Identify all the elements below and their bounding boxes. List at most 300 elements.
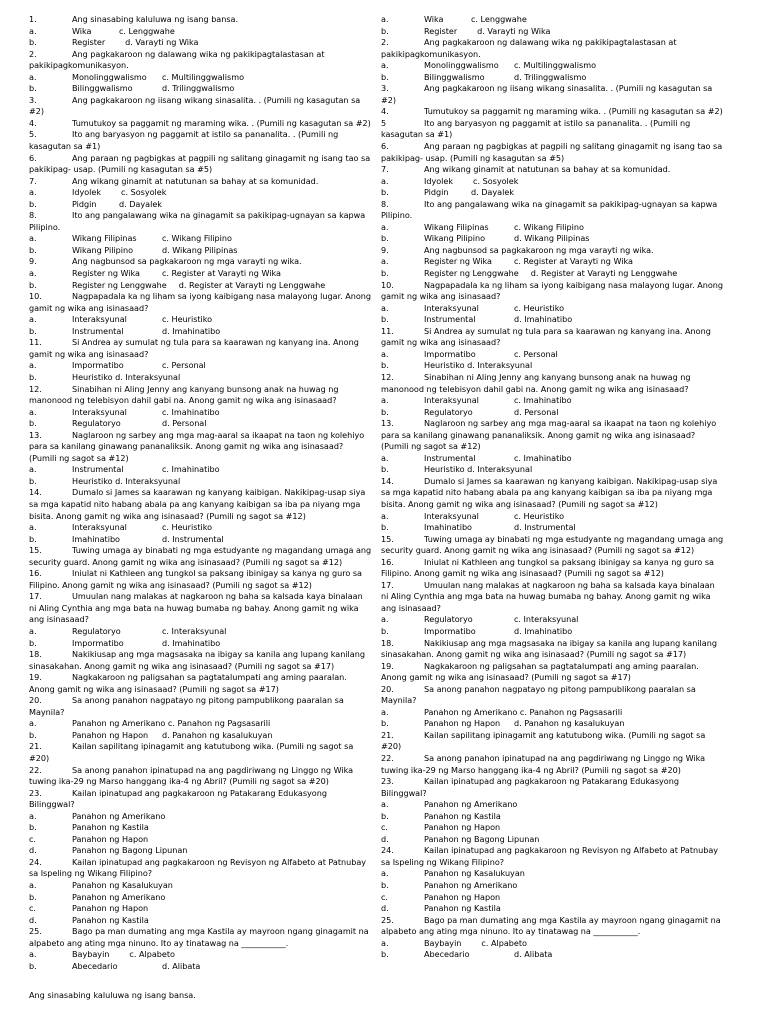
quiz-line (29, 788, 381, 800)
question-text: Kailan sapilitang ipinagamit ang katutubong wika. (Pumili ng sagot sa (72, 741, 354, 752)
choice-letter: a. (29, 268, 37, 279)
quiz-line (29, 176, 381, 188)
question-number: 2. (29, 48, 37, 59)
question-text: Ang sinasabing kaluluwa ng isang bansa. (72, 14, 239, 24)
quiz-line (29, 834, 381, 846)
continuation-text: gamit ng wika ang isinasaad? (29, 348, 149, 359)
continuation-text: Filipino. Anong gamit ng wika ang isinasaad? (Pumili ng sagot sa #12) (29, 579, 312, 590)
choice-text-secondary: d. Dayalek (119, 198, 162, 209)
question-text: Kailan ipinatupad ang pagkakaroon ng Revisyon ng Alfabeto at Patnubay (424, 845, 719, 856)
question-number: 9. (381, 244, 389, 255)
question-text: Naglaroon ng sarbey ang mga mag-aaral sa ikaapat na taon ng kolehiyo (72, 429, 365, 440)
quiz-line (29, 672, 381, 684)
quiz-line (29, 314, 381, 326)
choice-text-secondary: d. Dayalek (471, 187, 514, 198)
quiz-line (29, 187, 381, 199)
question-number: 12. (381, 371, 394, 382)
choice-text-secondary: d. Personal (162, 418, 207, 429)
choice-letter: a. (381, 256, 389, 267)
quiz-line (29, 453, 381, 465)
choice-text-secondary: c. Interaksyunal (162, 625, 227, 636)
quiz-line (381, 522, 733, 534)
choice-text-secondary: d. Alibata (162, 960, 201, 971)
question-text: Iniulat ni Kathleen ang tungkol sa paksang ibinigay sa kanya ng guro sa (72, 568, 362, 579)
choice-letter: a. (29, 25, 37, 36)
continuation-text: pakikipag- usap. (Pumili ng kasagutan sa #5) (29, 164, 213, 175)
quiz-line (29, 372, 381, 384)
footer-text: Ang sinasabing kaluluwa ng isang bansa. (29, 990, 196, 1000)
quiz-line (381, 326, 733, 338)
choice-letter: b. (381, 25, 389, 36)
question-number: 22. (381, 753, 394, 763)
choice-letter: b. (29, 637, 37, 648)
choice-letter: a. (381, 302, 389, 313)
question-number: 18. (381, 637, 394, 648)
continuation-text: gamit ng wika ang isinasaad? (29, 302, 149, 313)
quiz-line (381, 176, 733, 188)
quiz-line (381, 26, 733, 38)
quiz-line (29, 210, 381, 222)
quiz-line (381, 199, 733, 211)
continuation-text: gamit ng wika ang isinasaad? (381, 337, 501, 348)
choice-letter: a. (29, 880, 37, 891)
continuation-text: kasagutan sa #1) (29, 141, 101, 152)
question-text: Nagkakaroon ng paligsahan sa pagtatalumpati ang aming paaralan. (424, 660, 699, 671)
choice-letter: d. (29, 845, 37, 856)
choice-text-secondary: c. Sosyolek (121, 187, 167, 198)
question-text: Bago pa man dumating ang mga Kastila ay mayroon ngang ginagamit na (424, 914, 721, 925)
choice-letter: c. (381, 822, 388, 833)
quiz-line (381, 49, 733, 61)
choice-letter: b. (29, 325, 37, 336)
question-text: Ang nagbunsod sa pagkakaroon ng mga varayti ng wika. (72, 256, 302, 267)
question-number: 7. (29, 175, 37, 186)
quiz-line (381, 684, 733, 696)
quiz-line (381, 14, 733, 26)
choice-letter: a. (381, 510, 389, 521)
continuation-text: #20) (381, 741, 402, 752)
quiz-line (381, 72, 733, 84)
choice-text-secondary: d. Imahinatibo (514, 314, 573, 325)
quiz-line (381, 892, 733, 904)
choice-text: Panahon ng Hapon (72, 903, 149, 914)
choice-text-secondary: d. Alibata (514, 949, 553, 960)
choice-letter: b. (29, 475, 37, 486)
question-number: 12. (29, 383, 42, 394)
choice-text-secondary: c. Lenggwahe (471, 14, 527, 24)
choice-text-secondary: c. Heuristiko (514, 302, 565, 313)
question-text: Nakikiusap ang mga magsasaka na ibigay sa kanila ang lupang kanilang (424, 637, 717, 648)
choice-letter: a. (381, 706, 389, 717)
question-text: Tuwing umaga ay binabati ng mga estudyante ng magandang umaga ang (72, 545, 372, 556)
continuation-text: manonood ng telebisyon dahil gabi na. Anong gamit ng wika ang isinasaad? (29, 395, 337, 406)
quiz-line (29, 626, 381, 638)
choice-letter: a. (381, 221, 389, 232)
quiz-line (29, 407, 381, 419)
choice-letter: a. (381, 452, 389, 463)
quiz-line (29, 961, 381, 973)
choice-text: Monolinggwalismo (424, 60, 499, 71)
question-number: 4. (29, 117, 37, 128)
question-number: 8. (381, 198, 389, 209)
choice-text: Register ng Lenggwahe (72, 279, 167, 290)
quiz-line (381, 915, 733, 927)
quiz-line (29, 765, 381, 777)
quiz-line (381, 164, 733, 176)
choice-text-secondary: d. Imahinatibo (162, 325, 221, 336)
quiz-line (29, 545, 381, 557)
quiz-line (29, 718, 381, 730)
quiz-line (381, 418, 733, 430)
choice-letter: b. (29, 198, 37, 209)
quiz-line (381, 153, 733, 165)
quiz-line (29, 72, 381, 84)
quiz-line (29, 892, 381, 904)
choice-letter: b. (381, 71, 389, 82)
quiz-line (381, 765, 733, 777)
question-text: Si Andrea ay sumulat ng tula para sa kaarawan ng kanyang ina. Anong (72, 337, 359, 348)
quiz-line (381, 487, 733, 499)
choice-letter: d. (29, 914, 37, 925)
choice-text: Impormatibo (424, 625, 476, 636)
quiz-line (29, 499, 381, 511)
question-number: 1. (29, 14, 37, 24)
question-text: Kailan ipinatupad ang pagkakaroon ng Patakarang Edukasyong (424, 776, 679, 787)
quiz-line (29, 949, 381, 961)
quiz-line (381, 707, 733, 719)
question-text: Ang wikang ginamit at natutunan sa bahay at sa komunidad. (72, 175, 319, 186)
quiz-line (29, 37, 381, 49)
choice-text: Wika (424, 14, 444, 24)
continuation-text: Pilipino. (29, 221, 61, 232)
quiz-line (381, 245, 733, 257)
choice-text-secondary: d. Imahinatibo (162, 637, 221, 648)
choice-text: Heuristiko d. Interaksyunal (424, 360, 533, 371)
quiz-line (29, 661, 381, 673)
continuation-text: Anong gamit ng wika ang isinasaad? (Pumili ng sagot sa #17) (29, 683, 279, 694)
choice-text: Interaksyunal (424, 302, 479, 313)
question-text: Kailan ipinatupad ang pagkakaroon ng Patakarang Edukasyong (72, 787, 327, 798)
choice-letter: b. (381, 360, 389, 371)
choice-letter: a. (29, 625, 37, 636)
choice-text: Wikang Pilipino (424, 233, 486, 244)
quiz-line (381, 280, 733, 292)
choice-letter: b. (29, 891, 37, 902)
question-number: 25. (29, 926, 42, 937)
question-number: 5. (29, 129, 37, 140)
choice-text-secondary: c. Register at Varayti ng Wika (162, 268, 281, 279)
quiz-line (29, 695, 381, 707)
quiz-line (29, 649, 381, 661)
question-text: Kailan sapilitang ipinagamit ang katutubong wika. (Pumili ng sagot sa (424, 729, 706, 740)
quiz-line (29, 164, 381, 176)
choice-text: Regulatoryo (72, 625, 121, 636)
choice-text: Interaksyunal (72, 406, 127, 417)
quiz-line (29, 811, 381, 823)
choice-text: Panahon ng Kastila (72, 822, 149, 833)
question-number: 13. (29, 429, 42, 440)
choice-text: Impormatibo (424, 348, 476, 359)
quiz-line (381, 730, 733, 742)
choice-text-secondary: c. Imahinatibo (514, 395, 572, 406)
continuation-text: pakikipagkomunikasyon. (381, 48, 481, 59)
quiz-line (381, 638, 733, 650)
choice-letter: b. (381, 718, 389, 729)
choice-text: Wikang Filipinas (72, 233, 137, 244)
quiz-line (381, 626, 733, 638)
choice-text-secondary: d. Instrumental (162, 533, 224, 544)
choice-letter: d. (381, 903, 389, 914)
choice-letter: b. (381, 810, 389, 821)
quiz-line (381, 718, 733, 730)
quiz-line (381, 499, 733, 511)
question-text: Kailan ipinatupad ang pagkakaroon ng Revisyon ng Alfabeto at Patnubay (72, 856, 367, 867)
choice-text-secondary: d. Instrumental (514, 522, 576, 533)
choice-text: Instrumental (72, 464, 124, 475)
quiz-line (29, 903, 381, 915)
quiz-line (29, 106, 381, 118)
question-text: Sa anong panahon nagpatayo ng pitong pampublikong paaralan sa (424, 683, 696, 694)
question-number: 2. (381, 37, 389, 48)
question-text: Ang pagkakaroon ng iisang wikang sinasalita. . (Pumili ng kasagutan sa (72, 94, 361, 105)
choice-text: Wikang Filipinas (424, 221, 489, 232)
quiz-line (381, 360, 733, 372)
quiz-line (381, 776, 733, 788)
choice-text: Register ng Wika (72, 268, 140, 279)
question-number: 14. (29, 487, 42, 498)
choice-text-secondary: d. Imahinatibo (514, 625, 573, 636)
quiz-line (381, 303, 733, 315)
quiz-line (381, 476, 733, 488)
quiz-line (29, 141, 381, 153)
quiz-line (381, 95, 733, 107)
continuation-text: sinasakahan. Anong gamit ng wika ang isinasaad? (Pumili ng sagot sa #17) (381, 649, 687, 660)
choice-text-secondary: d. Varayti ng Wika (477, 25, 551, 36)
choice-text: Imahinatibo (424, 522, 472, 533)
choice-text: Interaksyunal (72, 522, 127, 533)
question-text: Sa anong panahon ipinatupad na ang pagdiriwang ng Linggo ng Wika (424, 753, 706, 763)
choice-text: Panahon ng Hapon (424, 822, 501, 833)
choice-text-secondary: c. Multilinggwalismo (514, 60, 597, 71)
question-number: 25. (381, 914, 394, 925)
question-text: Ito ang pangalawang wika na ginagamit sa pakikipag-ugnayan sa kapwa (424, 198, 718, 209)
quiz-line (29, 303, 381, 315)
question-text: Ang pagkakaroon ng iisang wikang sinasalita. . (Pumili ng kasagutan sa (424, 83, 713, 94)
choice-letter: a. (29, 718, 37, 729)
choice-text: Register (424, 25, 458, 36)
choice-letter: b. (29, 371, 37, 382)
quiz-line (381, 430, 733, 442)
choice-text: Regulatoryo (72, 418, 121, 429)
choice-text-secondary: d. Personal (514, 406, 559, 417)
choice-text-secondary: c. Sosyolek (473, 175, 519, 186)
quiz-line (381, 857, 733, 869)
choice-text: Idyolek (72, 187, 102, 198)
quiz-line (381, 337, 733, 349)
choice-text-secondary: c. Heuristiko (162, 522, 213, 533)
choice-letter: b. (29, 533, 37, 544)
choice-text: Instrumental (424, 314, 476, 325)
choice-letter: b. (381, 268, 389, 279)
question-number: 20. (381, 683, 394, 694)
question-text: Sa anong panahon ipinatupad na ang pagdiriwang ng Linggo ng Wika (72, 764, 354, 775)
choice-text: Interaksyunal (424, 395, 479, 406)
question-text: Ang pagkakaroon ng dalawang wika ng pakikipagtalastasan at (72, 48, 325, 59)
choice-text: Panahon ng Hapon (424, 718, 501, 729)
quiz-line (29, 857, 381, 869)
continuation-text: pakikipagkomunikasyon. (29, 60, 129, 71)
continuation-text: (Pumili ng sagot sa #12) (381, 441, 481, 452)
quiz-line (29, 326, 381, 338)
quiz-line (381, 60, 733, 72)
quiz-line (29, 522, 381, 534)
choice-text: Panahon ng Amerikano (424, 799, 518, 810)
quiz-line (29, 153, 381, 165)
question-text: Si Andrea ay sumulat ng tula para sa kaarawan ng kanyang ina. Anong (424, 325, 711, 336)
choice-text-secondary: c. Multilinggwalismo (162, 71, 245, 82)
quiz-line (381, 291, 733, 303)
choice-text: Pidgin (424, 187, 449, 198)
question-text: Nagpapadala ka ng liham sa iyong kaibigang nasa malayong lugar. Anong (424, 279, 724, 290)
choice-letter: b. (29, 822, 37, 833)
choice-text: Panahon ng Hapon (72, 833, 149, 844)
choice-letter: c. (29, 903, 36, 914)
choice-text: Bilinggwalismo (424, 71, 485, 82)
question-number: 23. (29, 787, 42, 798)
continuation-text: ang isinasaad? (381, 602, 441, 613)
question-number: 3. (29, 94, 37, 105)
quiz-line (381, 256, 733, 268)
question-number: 10. (29, 291, 42, 302)
quiz-line (381, 741, 733, 753)
choice-text-secondary: c. Personal (162, 360, 206, 371)
quiz-line (381, 557, 733, 569)
choice-text: Instrumental (424, 452, 476, 463)
continuation-text: Bilinggwal? (381, 787, 427, 798)
quiz-line (381, 118, 733, 130)
choice-text: Panahon ng Bagong Lipunan (424, 833, 540, 844)
choice-text: Imahinatibo (72, 533, 120, 544)
choice-text: Heuristiko d. Interaksyunal (72, 475, 181, 486)
choice-letter: a. (29, 464, 37, 475)
choice-text-secondary: d. Trilinggwalismo (162, 83, 235, 94)
continuation-text: security guard. Anong gamit ng wika ang isinasaad? (Pumili ng sagot sa #12) (381, 545, 695, 556)
quiz-line (381, 141, 733, 153)
choice-letter: a. (381, 868, 389, 879)
quiz-line (381, 395, 733, 407)
question-number: 14. (381, 475, 394, 486)
quiz-line (29, 26, 381, 38)
continuation-text: Filipino. Anong gamit ng wika ang isinasaad? (Pumili ng sagot sa #12) (381, 568, 664, 579)
choice-letter: a. (381, 175, 389, 186)
choice-text: Regulatoryo (424, 406, 473, 417)
quiz-line (29, 129, 381, 141)
quiz-line (381, 649, 733, 661)
quiz-line (381, 233, 733, 245)
choice-letter: a. (381, 348, 389, 359)
question-number: 15. (381, 533, 394, 544)
quiz-line (381, 868, 733, 880)
quiz-line (29, 83, 381, 95)
quiz-line (29, 557, 381, 569)
choice-text: Panahon ng Amerikano c. Panahon ng Pagsasarili (424, 706, 623, 717)
quiz-line (381, 187, 733, 199)
choice-text: Heuristiko d. Interaksyunal (72, 371, 181, 382)
quiz-line (29, 395, 381, 407)
question-text: Ang pagkakaroon ng dalawang wika ng pakikipagtalastasan at (424, 37, 677, 48)
quiz-line (381, 811, 733, 823)
choice-text: Monolinggwalismo (72, 71, 147, 82)
choice-text-secondary: c. Alpabeto (481, 937, 527, 948)
question-text: Dumalo si James sa kaarawan ng kanyang kaibigan. Nakikipag-usap siya (424, 475, 718, 486)
quiz-line (29, 291, 381, 303)
quiz-line (381, 106, 733, 118)
choice-letter: a. (29, 187, 37, 198)
quiz-line (381, 129, 733, 141)
question-number: 16. (381, 556, 394, 567)
choice-letter: b. (381, 880, 389, 891)
quiz-line (381, 661, 733, 673)
quiz-line (381, 949, 733, 961)
choice-text: Impormatibo (72, 360, 124, 371)
choice-text: Register (72, 37, 106, 48)
quiz-line (29, 118, 381, 130)
continuation-text: bisita. Anong gamit ng wika ang isinasaad? (Pumili ng sagot sa #12) (29, 510, 306, 521)
quiz-line (29, 868, 381, 880)
continuation-text: kasagutan sa #1) (381, 129, 453, 140)
question-text: Nakikiusap ang mga magsasaka na ibigay sa kanila ang lupang kanilang (72, 649, 365, 660)
choice-text: Heuristiko d. Interaksyunal (424, 464, 533, 475)
quiz-line (381, 534, 733, 546)
quiz-line (29, 199, 381, 211)
question-number: 8. (29, 210, 37, 221)
choice-text-secondary: d. Panahon ng kasalukuyan (514, 718, 625, 729)
continuation-text: Maynila? (29, 706, 65, 717)
quiz-line (29, 418, 381, 430)
quiz-line (381, 614, 733, 626)
continuation-text: ang isinasaad? (29, 614, 89, 625)
choice-text: Register ng Wika (424, 256, 492, 267)
question-text: Bago pa man dumating ang mga Kastila ay mayroon ngang ginagamit na (72, 926, 369, 937)
choice-text-secondary: c. Interaksyunal (514, 614, 579, 625)
continuation-text: para sa kanilang ginawang pananaliksik. Anong gamit ng wika ang isinasaad? (381, 429, 696, 440)
continuation-text: security guard. Anong gamit ng wika ang isinasaad? (Pumili ng sagot sa #12) (29, 556, 343, 567)
choice-text: Regulatoryo (424, 614, 473, 625)
question-number: 10. (381, 279, 394, 290)
continuation-text: gamit ng wika ang isinasaad? (381, 291, 501, 302)
quiz-line (381, 37, 733, 49)
choice-letter: a. (29, 71, 37, 82)
question-number: 6. (381, 141, 389, 152)
choice-letter: c. (381, 891, 388, 902)
choice-letter: b. (381, 949, 389, 960)
quiz-line (381, 511, 733, 523)
question-text: Ito ang pangalawang wika na ginagamit sa pakikipag-ugnayan sa kapwa (72, 210, 366, 221)
choice-letter: b. (29, 37, 37, 48)
right-column (381, 14, 733, 961)
choice-text: Idyolek (424, 175, 454, 186)
question-number: 24. (381, 845, 394, 856)
quiz-line (381, 210, 733, 222)
continuation-text: sa mga kapatid nito habang abala pa ang kanyang kaibigan sa iba pa niyang mga (29, 498, 361, 509)
quiz-line (381, 372, 733, 384)
quiz-line (381, 314, 733, 326)
choice-text: Wika (72, 25, 92, 36)
question-number: 24. (29, 856, 42, 867)
continuation-text: #2) (29, 106, 45, 117)
continuation-text: Anong gamit ng wika ang isinasaad? (Pumili ng sagot sa #17) (381, 672, 631, 683)
continuation-text: ni Aling Cynthia ang mga bata na huwag bumaba ng bahay. Anong gamit ng wika (381, 591, 711, 602)
